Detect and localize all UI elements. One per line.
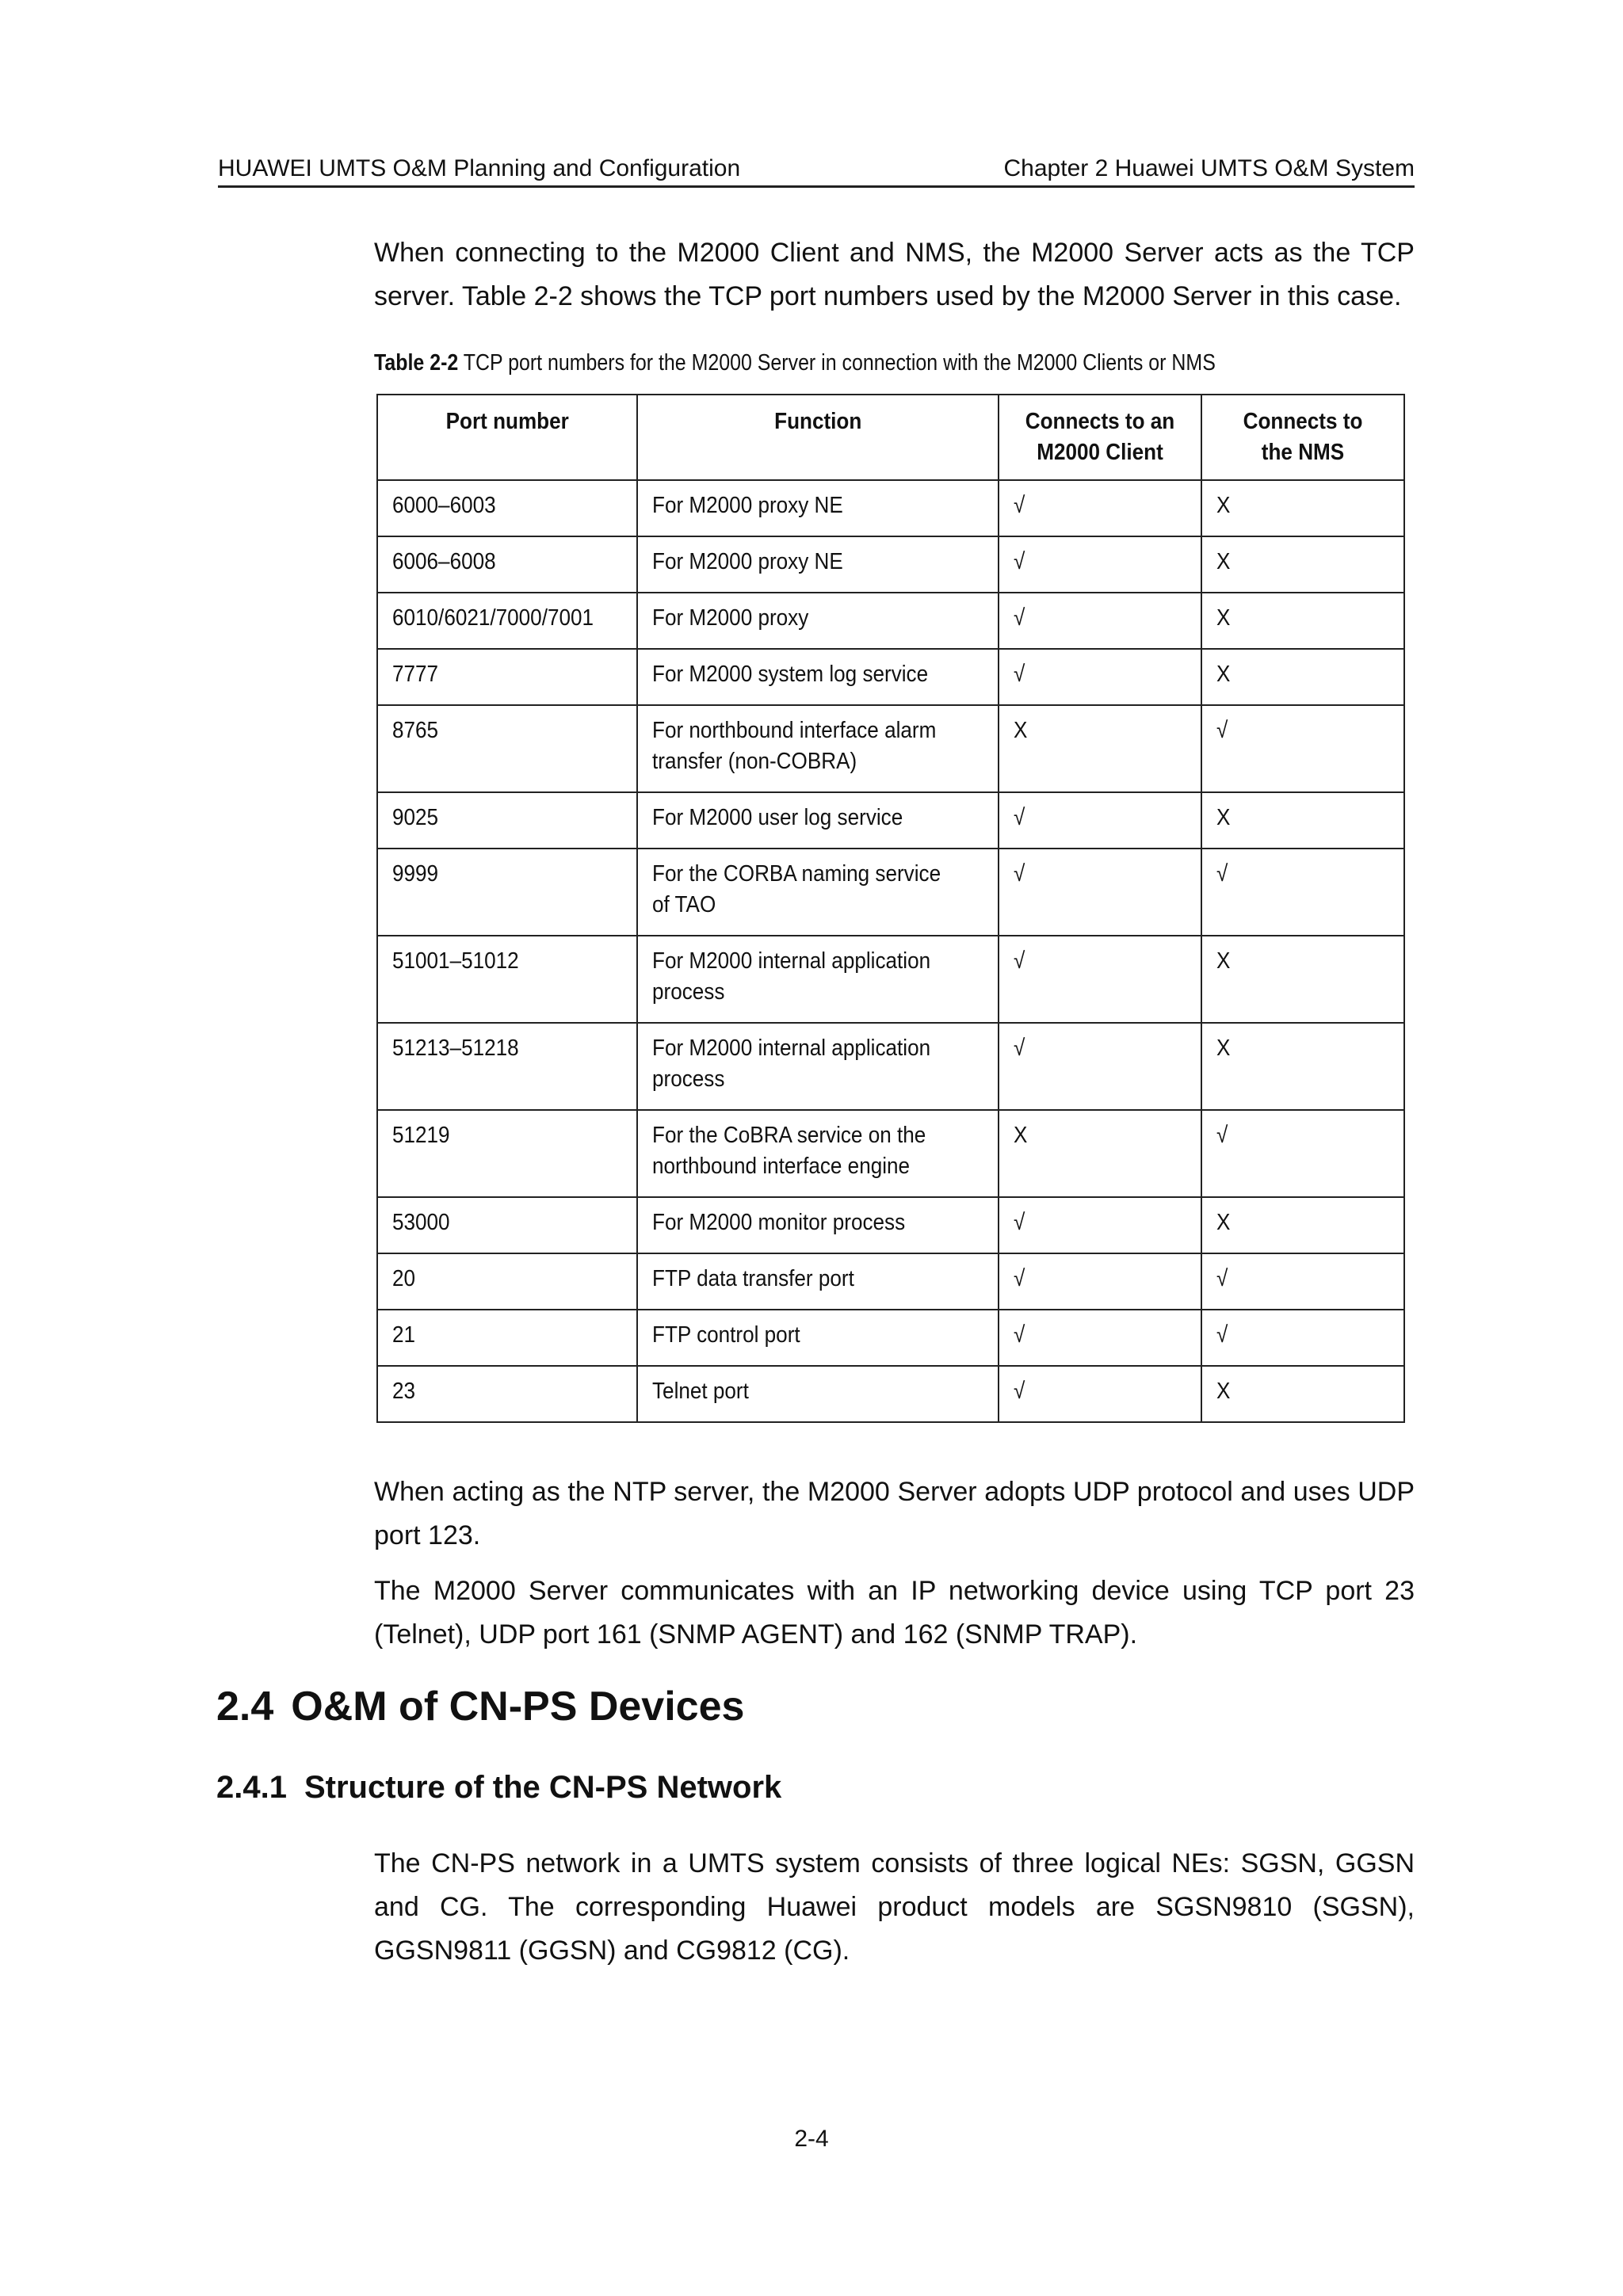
cell-client: √ [999, 849, 1201, 936]
cell-port-number: 53000 [377, 1197, 637, 1253]
cell-client: √ [999, 1023, 1201, 1110]
tcp-ports-table [376, 394, 1405, 1423]
cell-port-number: 6010/6021/7000/7001 [377, 593, 637, 649]
cell-port-number: 23 [377, 1366, 637, 1422]
table-body [377, 480, 1404, 1422]
cell-port-number: 6006–6008 [377, 536, 637, 593]
cell-function: For M2000 internal application process [637, 1023, 999, 1110]
cell-function: Telnet port [637, 1366, 999, 1422]
page-header [218, 152, 1415, 188]
cell-nms: √ [1201, 1253, 1404, 1310]
table-row [377, 1197, 1404, 1253]
cell-nms: X [1201, 1197, 1404, 1253]
cell-nms: √ [1201, 1310, 1404, 1366]
cell-function: For M2000 system log service [637, 649, 999, 705]
cell-port-number: 9999 [377, 849, 637, 936]
cell-function: For M2000 monitor process [637, 1197, 999, 1253]
ip-device-paragraph: The M2000 Server communicates with an IP networking device using TCP port 23 (Telnet), UDP port 161 (SNMP AGENT) and 162 (SNMP TRAP). [374, 1576, 1415, 1650]
cell-port-number: 51001–51012 [377, 936, 637, 1023]
cell-client: √ [999, 792, 1201, 849]
cell-nms: X [1201, 480, 1404, 536]
table-row [377, 792, 1404, 849]
cell-function: For M2000 proxy [637, 593, 999, 649]
header-connects-nms: Connects to the NMS [1201, 395, 1404, 480]
page-number: 2-4 [794, 2126, 829, 2152]
cell-client: √ [999, 1366, 1201, 1422]
cell-nms: X [1201, 649, 1404, 705]
cell-client: √ [999, 593, 1201, 649]
subsection-number: 2.4.1 [216, 1770, 287, 1805]
table-caption-text: TCP port numbers for the M2000 Server in connection with the M2000 Clients or NMS [458, 350, 1216, 376]
cell-client: √ [999, 536, 1201, 593]
table-header-row [377, 395, 1404, 480]
cell-port-number: 20 [377, 1253, 637, 1310]
cell-client: √ [999, 649, 1201, 705]
cnps-paragraph: The CN-PS network in a UMTS system consists of three logical NEs: SGSN, GGSN and CG. The corresponding Huawei product models are SGSN9810 (SGSN), GGSN9811 (GGSN) and CG9812 (CG). [374, 1848, 1415, 1966]
cell-function: For the CoBRA service on the northbound interface engine [637, 1110, 999, 1197]
subsection-heading [216, 1767, 781, 1808]
table-row [377, 536, 1404, 593]
table-row [377, 649, 1404, 705]
section-number: 2.4 [216, 1684, 274, 1730]
intro-paragraph: When connecting to the M2000 Client and NMS, the M2000 Server acts as the TCP server. Table 2-2 shows the TCP port numbers used by the M2000 Server in this case. [374, 238, 1415, 311]
cell-function: FTP control port [637, 1310, 999, 1366]
cell-nms: √ [1201, 1110, 1404, 1197]
table-row [377, 1310, 1404, 1366]
table-row [377, 1110, 1404, 1197]
header-function: Function [637, 395, 999, 480]
cell-port-number: 9025 [377, 792, 637, 849]
cell-client: X [999, 1110, 1201, 1197]
cell-nms: X [1201, 536, 1404, 593]
cell-nms: √ [1201, 705, 1404, 792]
table-row [377, 849, 1404, 936]
table-caption [374, 347, 1216, 379]
header-chapter-title: Chapter 2 Huawei UMTS O&M System [1003, 155, 1415, 181]
subsection-title: Structure of the CN-PS Network [304, 1770, 782, 1805]
cell-port-number: 51219 [377, 1110, 637, 1197]
table-row [377, 1253, 1404, 1310]
section-heading [216, 1681, 744, 1732]
section-title: O&M of CN-PS Devices [291, 1684, 745, 1730]
cell-port-number: 7777 [377, 649, 637, 705]
cell-port-number: 51213–51218 [377, 1023, 637, 1110]
header-document-title: HUAWEI UMTS O&M Planning and Configuration [218, 155, 741, 181]
cell-nms: X [1201, 1366, 1404, 1422]
cell-function: FTP data transfer port [637, 1253, 999, 1310]
table-caption-label: Table 2-2 [374, 350, 459, 376]
cell-function: For northbound interface alarm transfer (non-COBRA) [637, 705, 999, 792]
cell-client: √ [999, 936, 1201, 1023]
cell-nms: √ [1201, 849, 1404, 936]
table-row [377, 593, 1404, 649]
cell-function: For M2000 proxy NE [637, 480, 999, 536]
table-row [377, 936, 1404, 1023]
cell-client: √ [999, 1310, 1201, 1366]
cell-function: For M2000 proxy NE [637, 536, 999, 593]
cell-port-number: 8765 [377, 705, 637, 792]
cell-client: √ [999, 1197, 1201, 1253]
cell-nms: X [1201, 1023, 1404, 1110]
table-row [377, 1023, 1404, 1110]
cell-port-number: 21 [377, 1310, 637, 1366]
cell-function: For M2000 user log service [637, 792, 999, 849]
cell-nms: X [1201, 593, 1404, 649]
cell-port-number: 6000–6003 [377, 480, 637, 536]
cell-function: For M2000 internal application process [637, 936, 999, 1023]
ntp-paragraph: When acting as the NTP server, the M2000 Server adopts UDP protocol and uses UDP port 123. [374, 1477, 1415, 1550]
header-connects-client: Connects to an M2000 Client [999, 395, 1201, 480]
table-row [377, 705, 1404, 792]
header-port-number: Port number [377, 395, 637, 480]
table-row [377, 1366, 1404, 1422]
cell-client: √ [999, 1253, 1201, 1310]
cell-client: X [999, 705, 1201, 792]
cell-nms: X [1201, 936, 1404, 1023]
cell-nms: X [1201, 792, 1404, 849]
cell-client: √ [999, 480, 1201, 536]
table-row [377, 480, 1404, 536]
cell-function: For the CORBA naming service of TAO [637, 849, 999, 936]
